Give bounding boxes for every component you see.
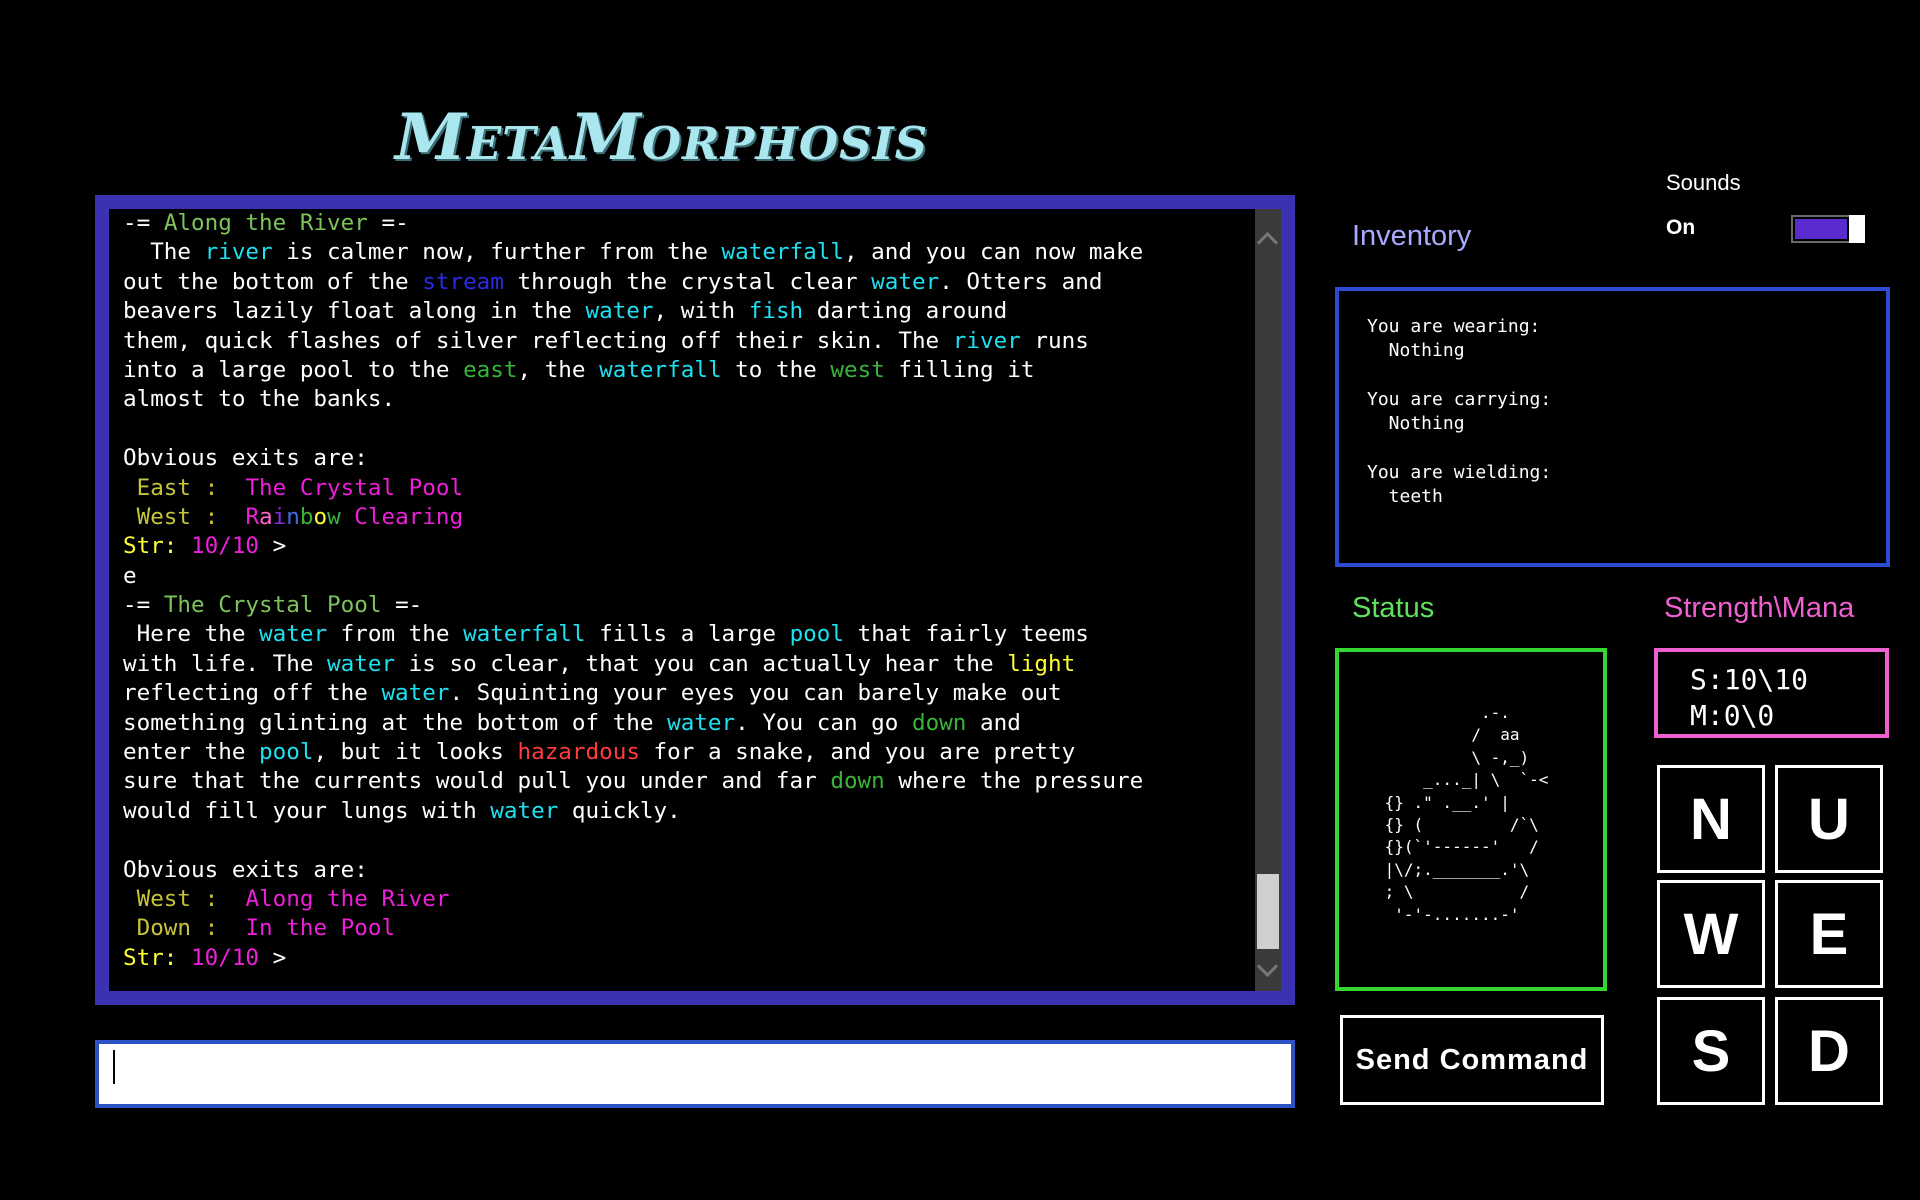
console-segment: with life. The (123, 650, 328, 677)
console-line (123, 503, 1343, 532)
toggle-knob[interactable] (1849, 215, 1865, 243)
console-segment: beavers lazily float along in the (123, 298, 586, 325)
console-segment: West : (123, 503, 246, 530)
game-title: MetaMorphosis (395, 100, 929, 175)
console-segment: runs (1020, 327, 1089, 354)
console-line (123, 444, 1343, 473)
console-segment: water (667, 709, 736, 736)
console-segment: Along the River (245, 885, 450, 912)
console-segment: waterfall (463, 621, 586, 648)
game-output-console (95, 195, 1295, 1005)
console-segment: water (490, 797, 559, 824)
console-segment: , the (517, 356, 600, 383)
console-segment: > (259, 533, 287, 560)
console-segment: . Squinting your eyes you can barely make out (449, 680, 1062, 707)
console-line (123, 944, 1343, 973)
console-segment: i (272, 503, 287, 530)
console-segment: that fairly teems (843, 621, 1089, 648)
console-segment: something glinting at the bottom of the (123, 709, 668, 736)
console-segment: , and you can now make (843, 239, 1144, 266)
console-segment: . Otters and (939, 268, 1103, 295)
inventory-heading: Inventory (1352, 220, 1472, 252)
console-segment: reflecting off the (123, 680, 382, 707)
console-segment: -= (123, 210, 164, 236)
console-segment: where the pressure (884, 768, 1144, 795)
console-segment: fills a large (585, 621, 790, 648)
status-panel (1335, 648, 1607, 991)
console-segment: light (1007, 650, 1076, 677)
console-segment: Down : (123, 915, 246, 942)
console-segment: filling it (884, 356, 1035, 383)
console-segment: is so clear, that you can actually hear the (395, 650, 1008, 677)
console-line (123, 356, 1343, 385)
console-segment: waterfall (721, 239, 844, 266)
console-line (123, 415, 1343, 444)
console-segment: =- (381, 592, 423, 619)
console-segment: Along the River (163, 210, 368, 236)
console-line (123, 709, 1343, 738)
console-segment: 10/10 (191, 533, 260, 560)
console-line (123, 914, 1343, 943)
console-line (123, 385, 1343, 414)
console-segment: stream (422, 268, 504, 295)
console-segment: down (830, 768, 885, 795)
console-line (123, 826, 1343, 855)
console-segment: e (123, 562, 137, 589)
console-segment: water (259, 621, 328, 648)
south-button[interactable]: S (1657, 997, 1765, 1105)
console-segment: to the (721, 356, 831, 383)
console-segment: Obvious exits are: (123, 856, 368, 883)
console-segment: The (123, 239, 205, 266)
console-line (123, 650, 1343, 679)
console-segment: Str: (123, 944, 192, 971)
sounds-state: On (1666, 216, 1696, 239)
scroll-thumb[interactable] (1257, 874, 1279, 949)
console-segment: them, quick flashes of silver reflecting off their skin. The (123, 327, 953, 354)
console-line (123, 679, 1343, 708)
console-segment: b (299, 503, 314, 530)
console-segment: > (259, 944, 287, 971)
console-line (123, 297, 1343, 326)
command-input[interactable] (95, 1040, 1295, 1108)
east-button[interactable]: E (1775, 880, 1883, 988)
console-segment: sure that the currents would pull you under and far (123, 768, 831, 795)
console-segment: water (871, 268, 940, 295)
console-segment: almost to the banks. (123, 386, 396, 413)
send-command-button[interactable]: Send Command (1340, 1015, 1604, 1105)
console-segment: river (204, 239, 273, 266)
scroll-down-button[interactable] (1255, 951, 1281, 991)
console-segment: =- (367, 210, 409, 236)
console-segment: water (327, 650, 396, 677)
console-segment: darting around (803, 298, 1008, 325)
console-line (123, 327, 1343, 356)
console-segment: hazardous (517, 739, 640, 766)
strength-mana-heading: Strength\Mana (1664, 592, 1855, 624)
scroll-up-button[interactable] (1255, 209, 1281, 269)
console-segment: out the bottom of the (123, 268, 423, 295)
console-line (123, 797, 1343, 826)
chevron-up-icon (1257, 232, 1278, 253)
console-text-area (109, 209, 1281, 991)
chevron-down-icon (1257, 956, 1278, 977)
console-segment: from the (327, 621, 464, 648)
console-segment: n (286, 503, 300, 530)
console-segment: down (911, 709, 967, 736)
console-segment: quickly. (558, 797, 681, 824)
console-segment: fish (748, 298, 804, 325)
up-button[interactable]: U (1775, 765, 1883, 873)
console-segment: pool (789, 621, 844, 648)
console-line (123, 767, 1343, 796)
console-segment: 10/10 (191, 944, 260, 971)
console-line (123, 532, 1343, 561)
console-segment: Here the (123, 621, 260, 648)
sounds-toggle[interactable] (1791, 215, 1865, 243)
console-segment: West : (123, 885, 246, 912)
console-segment: Str: (123, 533, 192, 560)
console-line (123, 268, 1343, 297)
console-segment: water (381, 680, 450, 707)
console-segment: , but it looks (313, 739, 518, 766)
console-segment: Obvious exits are: (123, 445, 368, 472)
console-segment: is calmer now, further from the (272, 239, 722, 266)
console-segment: enter the (123, 739, 260, 766)
console-segment: , with (653, 298, 749, 325)
console-segment: . You can go (735, 709, 912, 736)
console-segment: East : (123, 474, 246, 501)
console-segment: for a snake, and you are pretty (639, 739, 1076, 766)
console-scrollbar[interactable] (1255, 209, 1281, 991)
console-segment: w (327, 503, 341, 530)
down-button[interactable]: D (1775, 997, 1883, 1105)
sounds-label: Sounds (1666, 170, 1741, 195)
console-line (123, 209, 1343, 238)
console-segment: The Crystal Pool (163, 592, 382, 619)
console-text (123, 209, 1343, 973)
console-segment: river (952, 327, 1021, 354)
console-line (123, 591, 1343, 620)
console-segment: into a large pool to the (123, 356, 464, 383)
mana-value: M:0\0 (1690, 699, 1775, 732)
console-segment: The Crystal Pool (245, 474, 464, 501)
console-line (123, 620, 1343, 649)
console-segment: Clearing (340, 503, 464, 530)
console-segment: through the crystal clear (503, 268, 872, 295)
north-button[interactable]: N (1657, 765, 1765, 873)
toggle-fill (1795, 219, 1847, 239)
west-button[interactable]: W (1657, 880, 1765, 988)
inventory-panel: You are wearing: Nothing You are carrying: Nothing You are wielding: teeth (1335, 287, 1890, 567)
console-line (123, 474, 1343, 503)
status-heading: Status (1352, 592, 1435, 624)
console-segment: water (585, 298, 654, 325)
console-segment: waterfall (599, 356, 722, 383)
snake-ascii-art: .-. / aa \ -,_) _..._| \ `-< {} ." .__.' | {} ( /`\ {}(`'------' / |\/;._______.'\ ; \ / '-'-.......-' (1384, 703, 1549, 924)
console-segment: -= (123, 592, 164, 619)
console-segment: a (259, 503, 273, 530)
console-segment: R (245, 503, 260, 530)
console-segment: west (830, 356, 885, 383)
console-line (123, 885, 1343, 914)
console-segment: In the Pool (245, 915, 396, 942)
strength-value: S:10\10 (1690, 663, 1809, 696)
console-segment: pool (259, 739, 314, 766)
console-segment: o (313, 503, 328, 530)
strength-mana-panel (1654, 648, 1889, 738)
console-line (123, 856, 1343, 885)
console-segment: east (463, 356, 518, 383)
text-cursor (113, 1050, 115, 1084)
console-line (123, 562, 1343, 591)
console-segment: and (966, 709, 1021, 736)
console-segment: would fill your lungs with (123, 797, 491, 824)
console-line (123, 238, 1343, 267)
console-line (123, 738, 1343, 767)
